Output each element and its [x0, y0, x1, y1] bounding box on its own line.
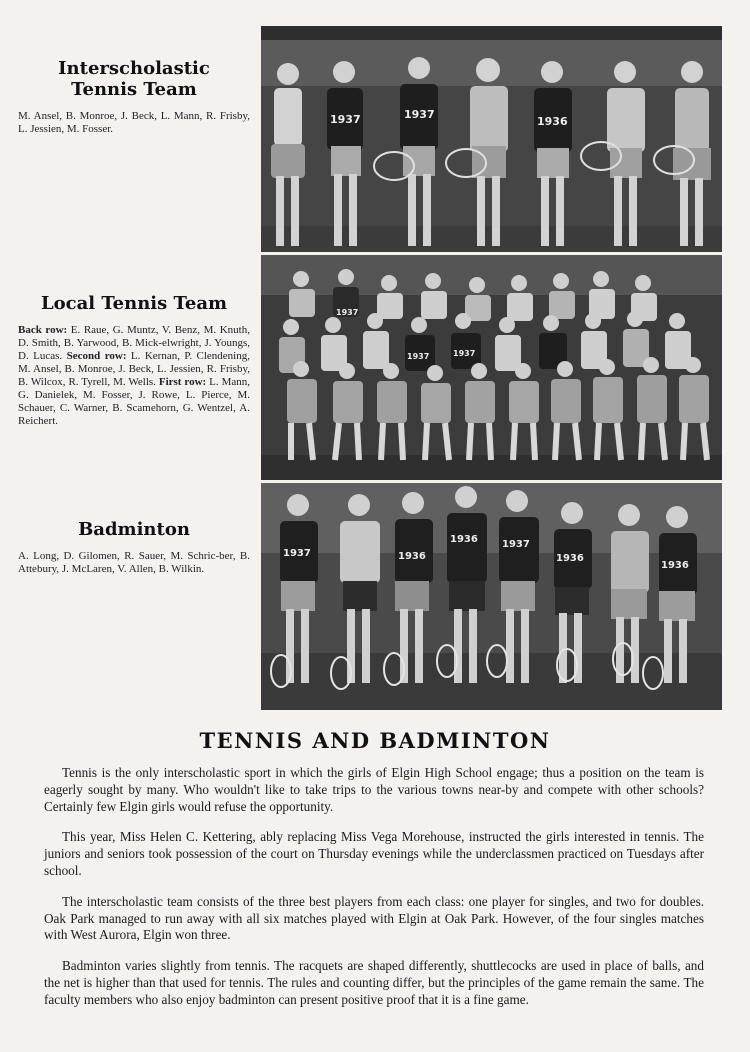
local-jersey-number: 1937	[453, 349, 476, 358]
badminton-photo	[261, 483, 722, 710]
interscholastic-title: Interscholastic Tennis Team	[58, 58, 210, 100]
article-paragraph: Tennis is the only interscholastic sport in which the girls of Elgin High School engage; thus a position on the team is eagerly sought by many. Who wouldn't like to take trips to the various towns near-by and compete with other schools? Certainly few Elgin girls would refuse the opportunity.	[44, 765, 704, 814]
interscholastic-tennis-photo	[261, 26, 722, 252]
local-tennis-caption	[18, 293, 250, 428]
tennis-jersey-number: 1937	[404, 108, 435, 121]
badminton-names: A. Long, D. Gilomen, R. Sauer, M. Schric-ber, B. Attebury, J. McLaren, V. Allen, B. Wilkin.	[18, 550, 250, 575]
badminton-caption	[18, 519, 250, 576]
interscholastic-names: M. Ansel, B. Monroe, J. Beck, L. Mann, R. Frisby, L. Jessien, M. Fosser.	[18, 110, 250, 135]
badminton-jersey-number: 1936	[556, 553, 584, 564]
badminton-jersey-number: 1937	[502, 539, 530, 550]
badminton-title: Badminton	[78, 519, 190, 540]
article-paragraph: Badminton varies slightly from tennis. The racquets are shaped differently, shuttlecocks are used in place of balls, and the net is higher than that used for tennis. The rules and counting differ, but the principles of the game remain the same. The faculty members who also enjoy badminton can present positive proof that it is a fine game.	[44, 958, 704, 1007]
badminton-jersey-number: 1937	[283, 548, 311, 559]
interscholastic-caption	[18, 58, 250, 136]
local-tennis-names: Back row: E. Raue, G. Muntz, V. Benz, M. Knuth, D. Smith, B. Yarwood, B. Mick-elwright, J. Youngs, D. Lucas. Second row: L. Kernan, P. Clendening, M. Ansel, B. Monroe, J. Beck, L. Jessien, R. Frisby, B. Wilcox, R. Tyrell, M. Wells. First row: L. Mann, G. Danielek, M. Fosser, J. Rowe, L. Pierce, M. Schauer, C. Warner, B. Scamehorn, G. Wentzel, A. Reichert.	[18, 324, 250, 427]
local-tennis-title: Local Tennis Team	[40, 293, 228, 314]
local-jersey-number: 1937	[407, 352, 430, 361]
article-paragraph: The interscholastic team consists of the three best players from each class: one player for singles, and two for doubles. Oak Park managed to run away with all six matches played with Elgin at Oak Park. However, of the four singles matches with West Aurora, Elgin won three.	[44, 893, 704, 943]
article-paragraph: This year, Miss Helen C. Kettering, ably replacing Miss Vega Morehouse, instructed the girls interested in tennis. The juniors and seniors took possession of the court on Thursday evenings while the underclassmen practiced on Tuesdays after school.	[44, 829, 704, 878]
local-jersey-number: 1937	[336, 308, 359, 317]
badminton-jersey-number: 1936	[661, 560, 689, 571]
local-tennis-photo	[261, 255, 722, 480]
article-title: TENNIS AND BADMINTON	[199, 728, 551, 753]
tennis-jersey-number: 1936	[537, 115, 568, 128]
article-body	[44, 765, 704, 1023]
badminton-jersey-number: 1936	[398, 551, 426, 562]
badminton-jersey-number: 1936	[450, 534, 478, 545]
tennis-jersey-number: 1937	[330, 113, 361, 126]
